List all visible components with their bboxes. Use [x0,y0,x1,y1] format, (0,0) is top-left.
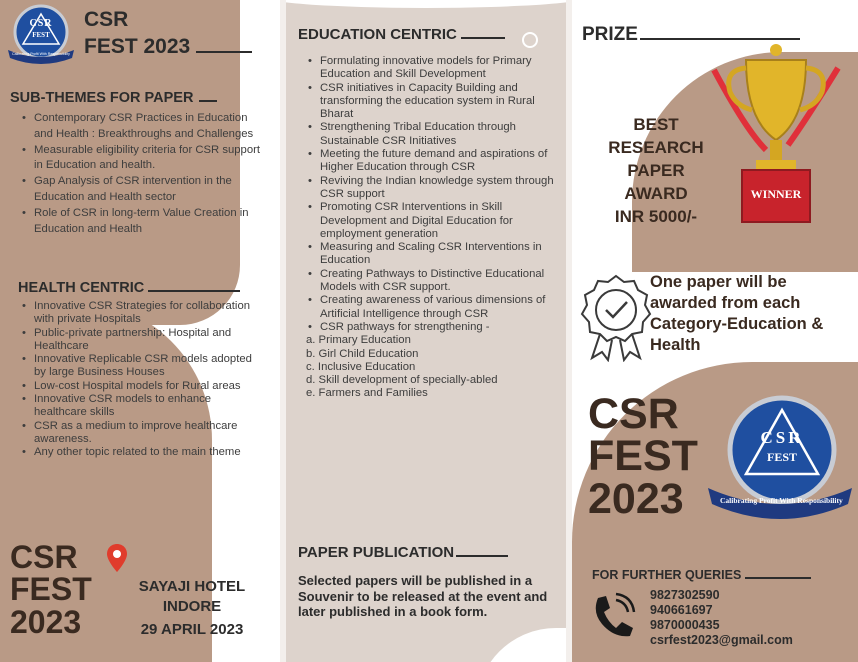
trophy-label: WINNER [750,187,802,201]
header-title-line2-text: FEST 2023 [84,35,191,58]
header-title-line1: CSR [84,8,129,31]
logo-top-text: CSR [29,18,53,29]
list-item: • Promoting CSR Interventions in Skill Development and Digital Education for employment generation [306,201,561,241]
list-item: • Measuring and Scaling CSR Interventions in Education [306,241,561,268]
list-item: • Creating awareness of various dimensions of Artificial Intelligence through CSR [306,294,561,321]
footer-csr-text: CSR [10,539,78,575]
award-text [586,113,726,228]
csr-fest-logo [6,4,76,68]
award-line: RESEARCH [608,138,704,157]
contact-block [650,588,793,648]
list-item: • CSR as a medium to improve healthcare awareness. [20,420,260,447]
list-item: • Innovative CSR Strategies for collaboration with private Hospitals [20,300,260,327]
sub-item: e. Farmers and Families [306,387,428,400]
list-item: • Reviving the Indian knowledge system through CSR support [306,175,561,202]
phone-icon [590,592,636,645]
education-list [306,55,561,401]
subthemes-heading-text: SUB-THEMES FOR PAPER [10,90,194,106]
right-csr-text: CSR [588,390,679,438]
list-item: • Contemporary CSR Practices in Education and Health : Breakthroughs and Challenges [20,111,266,143]
queries-heading-text: FOR FURTHER QUERIES [592,568,742,582]
right-fest-text: FEST [588,432,698,480]
sub-item: b. Girl Child Education [306,347,419,360]
education-heading [298,26,505,43]
csr-fest-logo-large [706,392,854,528]
education-heading-text: EDUCATION CENTRIC [298,26,457,43]
list-item: • CSR pathways for strengthening - [306,321,561,334]
phone-number: 940661697 [650,603,713,617]
logo-top-text: CSR [760,428,804,447]
publication-heading [298,544,508,561]
logo-ribbon-text: Calibrating Profit With Responsibility [12,52,70,56]
venue-text: SAYAJI HOTEL [138,578,246,595]
footer-year-text: 2023 [10,604,82,640]
phone-number: 9870000435 [650,618,720,632]
subthemes-heading [10,90,217,106]
footer-fest-text: FEST [10,571,92,607]
email-address: csrfest2023@gmail.com [650,633,793,647]
left-panel [0,0,282,662]
publication-heading-text: PAPER PUBLICATION [298,544,455,561]
decorative-circle-icon [522,32,538,48]
date-text: 29 APRIL 2023 [140,621,244,638]
list-item: • Role of CSR in long-term Value Creation in Education and Health [20,206,266,238]
list-item: • Strengthening Tribal Education through Sustainable CSR Initiatives [306,121,561,148]
list-item: • Formulating innovative models for Primary Education and Skill Development [306,55,561,82]
health-heading-text: HEALTH CENTRIC [18,280,145,296]
header-title-line2 [84,35,252,59]
award-badge-icon [580,272,652,367]
list-item: • CSR initiatives in Capacity Building and transforming the education system in Rural Bharat [306,82,561,122]
award-line: BEST [633,115,679,134]
health-list [20,300,260,460]
prize-heading-text: PRIZE [582,24,638,45]
publication-text: Selected papers will be published in a Souvenir to be released at the event and later published in a book form. [298,573,548,620]
award-line: PAPER [627,161,685,180]
mid-bottom-curve [476,628,566,662]
health-heading [18,280,240,296]
sub-item: c. Inclusive Education [306,360,416,373]
award-note: One paper will be awarded from each Category-Education & Health [650,273,824,354]
logo-bottom-text: FEST [766,450,797,464]
right-year-text: 2023 [588,475,684,523]
list-item: • Gap Analysis of CSR intervention in the Education and Health sector [20,174,266,206]
queries-heading [592,568,811,582]
list-item: • Meeting the future demand and aspirations of Higher Education through CSR [306,148,561,175]
phone-number: 9827302590 [650,588,720,602]
location-pin-icon [106,543,128,578]
logo-bottom-text: FEST [32,31,50,39]
logo-ribbon-text: Calibrating Profit With Responsibility [720,496,843,505]
list-item: • Creating Pathways to Distinctive Educational Models with CSR support. [306,268,561,295]
award-line: AWARD [624,184,688,203]
middle-panel [286,0,566,662]
city-text: INDORE [162,598,222,615]
sub-item: a. Primary Education [306,334,411,347]
sub-item: d. Skill development of specially-abled [306,374,498,387]
mid-top-curve [286,0,566,8]
list-item: • Public-private partnership: Hospital and Healthcare [20,327,260,354]
right-panel [572,0,858,662]
list-item: • Innovative CSR models to enhance healthcare skills [20,393,260,420]
award-line: INR 5000/- [614,207,698,226]
list-item: • Low-cost Hospital models for Rural areas [20,380,260,393]
list-item: • Measurable eligibility criteria for CSR support in Education and health. [20,143,266,175]
list-item: • Any other topic related to the main theme [20,446,260,459]
trophy-icon [706,40,846,230]
list-item: • Innovative Replicable CSR models adopted by large Business Houses [20,353,260,380]
subthemes-list [20,111,266,237]
